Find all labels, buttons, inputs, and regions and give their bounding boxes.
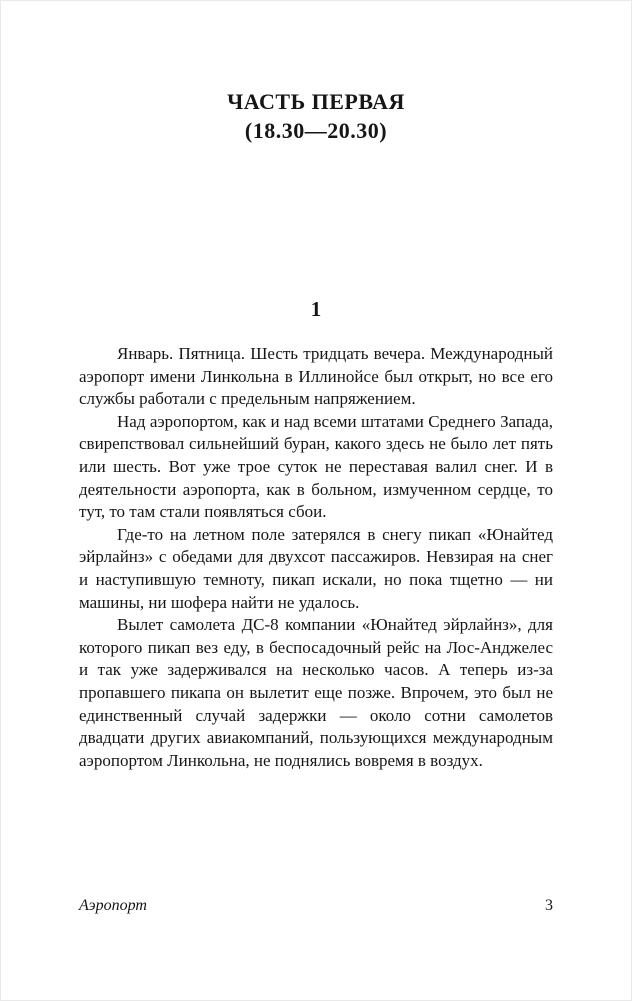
paragraph: Январь. Пятница. Шесть тридцать вечера. Международный аэропорт имени Линкольна в Иллинойсе был открыт, но все его службы работали с предельным напряжением. (79, 344, 553, 409)
paragraph: Над аэропортом, как и над всеми штатами Среднего Запада, свирепствовал сильнейший буран, какого здесь не было лет пять или шесть. Вот уже трое суток не переставая валил снег. И в деятельности аэропорта, как в больном, измученном сердце, то тут, то там стали появляться сбои. (79, 411, 553, 522)
chapter-number: 1 (310, 297, 322, 321)
footer-page-number: 3 (545, 897, 553, 914)
part-title-line1: ЧАСТЬ ПЕРВАЯ (227, 89, 405, 114)
part-title (1, 87, 631, 145)
body-text (1, 343, 631, 772)
footer-book-title: Аэропорт (79, 897, 147, 914)
part-title-line2: (18.30—20.30) (244, 118, 388, 143)
paragraph: Вылет самолета ДС-8 компании «Юнайтед эйрлайнз», для которого пикап вез еду, в беспосадочный рейс на Лос-Анджелес и так уже задерживался на несколько часов. А теперь из-за пропавшего пикапа он вылетит еще позже. Впрочем, это был не единственный случай задержки — около сотни самолетов двадцати других авиакомпаний, пользующихся международным аэропортом Линкольна, не поднялись вовремя в воздух. (79, 615, 553, 770)
paragraph: Где-то на летном поле затерялся в снегу пикап «Юнайтед эйрлайнз» с обедами для двухсот пассажиров. Невзирая на снег и наступившую темноту, пикап искали, но пока тщетно — ни машины, ни шофера найти не удалось. (79, 524, 553, 612)
running-footer (79, 896, 553, 916)
